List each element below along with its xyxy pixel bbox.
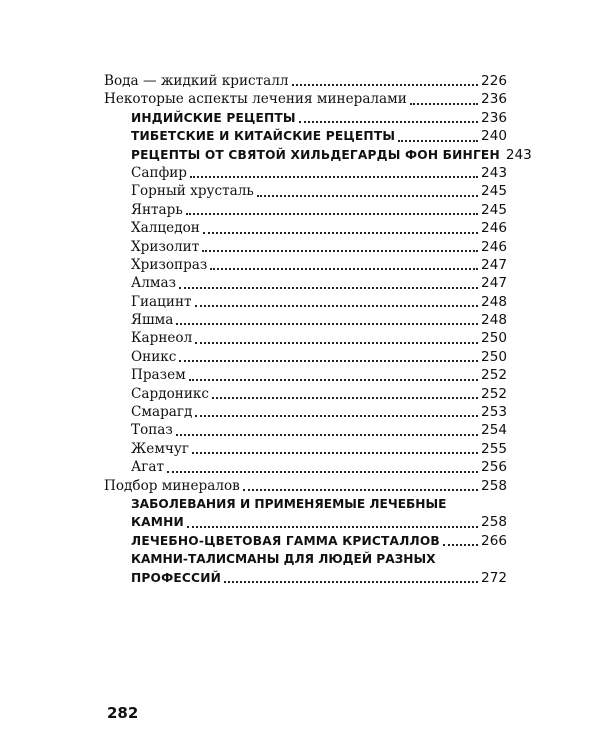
toc-leader [189,378,478,381]
toc-leader [299,120,478,123]
toc-leader [202,249,478,252]
toc-leader [203,231,478,234]
toc-title: Смарагд [131,404,193,421]
toc-page: 247 [481,256,507,273]
toc-title: Алмаз [131,275,177,292]
toc-entry [104,329,507,347]
toc-title: Агат [131,459,165,476]
toc-title-line2: КАМНИ [131,515,184,530]
toc-entry [104,348,507,366]
toc-page: 252 [481,367,507,384]
toc-entry [104,532,507,550]
toc-leader [292,83,479,86]
toc-entry [104,274,507,292]
toc-leader [257,194,478,197]
toc-leader [187,525,478,528]
toc-leader [190,175,478,178]
toc-title: Жемчуг [131,440,189,457]
toc-entry [104,182,507,200]
toc-page: 250 [481,348,507,365]
toc-title: Подбор минералов [104,477,240,494]
toc-page: 252 [481,385,507,402]
toc-entry [104,72,507,90]
toc-leader [176,433,478,436]
toc-title: Оникс [131,348,177,365]
toc-title: Топаз [131,422,173,439]
toc-entry [104,421,507,439]
toc-page: 236 [481,109,507,126]
toc-page: 226 [481,72,507,89]
toc-title: Некоторые аспекты лечения минералами [104,91,407,108]
page-number: 282 [107,704,139,722]
toc-page: 240 [481,128,507,145]
toc-title: Сардоникс [131,385,209,402]
toc-leader [195,414,478,417]
toc-title-line1: КАМНИ-ТАЛИСМАНЫ ДЛЯ ЛЮДЕЙ РАЗНЫХ [131,552,436,567]
toc-title: Халцедон [131,220,200,237]
toc-title: Яшма [131,312,174,329]
toc-entry [104,164,507,182]
toc-entry [104,477,507,495]
toc-page: 253 [481,404,507,421]
toc-leader [210,267,478,270]
toc-page: 258 [481,477,507,494]
toc-entry [104,127,507,145]
toc-entry [104,109,507,127]
toc-entry [104,458,507,476]
toc-entry [104,238,507,256]
toc-title: Гиацинт [131,293,192,310]
toc-page: 250 [481,330,507,347]
toc-leader [192,451,478,454]
toc-leader [179,286,478,289]
toc-leader [195,304,478,307]
toc-entry [104,201,507,219]
toc-page: 243 [481,164,507,181]
toc-page: 243 [505,146,532,163]
toc-entry [104,293,507,311]
toc-page: 248 [481,293,507,310]
toc-page: 246 [481,220,507,237]
toc-entry [104,550,507,587]
toc-title: Хризолит [131,238,200,255]
toc-leader [186,212,478,215]
toc-page: 236 [481,91,507,108]
toc-entry [104,366,507,384]
toc-title: РЕЦЕПТЫ ОТ СВЯТОЙ ХИЛЬДЕГАРДЫ ФОН БИНГЕН [131,147,500,162]
toc-page: 255 [481,440,507,457]
toc-page: 254 [481,422,507,439]
toc-leader [212,396,478,399]
toc-entry [104,403,507,421]
toc-page: 256 [481,459,507,476]
toc-title: Празем [131,367,186,384]
toc-entry [104,495,507,532]
toc-title: Янтарь [131,201,183,218]
toc-page: 245 [481,201,507,218]
toc-page: 246 [481,238,507,255]
toc-title: ТИБЕТСКИЕ И КИТАЙСКИЕ РЕЦЕПТЫ [131,129,396,144]
toc-page: 272 [481,569,507,586]
toc-entry [104,385,507,403]
toc-page: 266 [481,532,507,549]
toc-title: Карнеол [131,330,193,347]
table-of-contents [104,72,532,587]
toc-leader [224,580,478,583]
toc-title: Хризопраз [131,256,208,273]
toc-title-line2: ПРОФЕССИЙ [131,570,221,585]
toc-page: 258 [481,514,507,531]
toc-entry [104,256,507,274]
toc-title: Сапфир [131,164,187,181]
toc-title-line1: ЗАБОЛЕВАНИЯ И ПРИМЕНЯЕМЫЕ ЛЕЧЕБНЫЕ [131,496,447,511]
toc-leader [243,488,478,491]
toc-title: Горный хрусталь [131,183,254,200]
toc-page: 247 [481,275,507,292]
toc-title: ИНДИЙСКИЕ РЕЦЕПТЫ [131,110,296,125]
toc-leader [176,322,478,325]
toc-leader [410,102,478,105]
toc-page: 245 [481,183,507,200]
toc-title: ЛЕЧЕБНО-ЦВЕТОВАЯ ГАММА КРИСТАЛЛОВ [131,533,440,548]
toc-leader [195,341,478,344]
toc-entry [104,311,507,329]
toc-leader [443,543,478,546]
toc-entry [104,219,507,237]
toc-leader [167,470,478,473]
toc-entry [104,90,507,108]
toc-title: Вода — жидкий кристалл [104,72,289,89]
toc-page: 248 [481,312,507,329]
toc-entry [104,146,532,164]
toc-leader [179,359,478,362]
toc-leader [398,139,478,142]
toc-entry [104,440,507,458]
